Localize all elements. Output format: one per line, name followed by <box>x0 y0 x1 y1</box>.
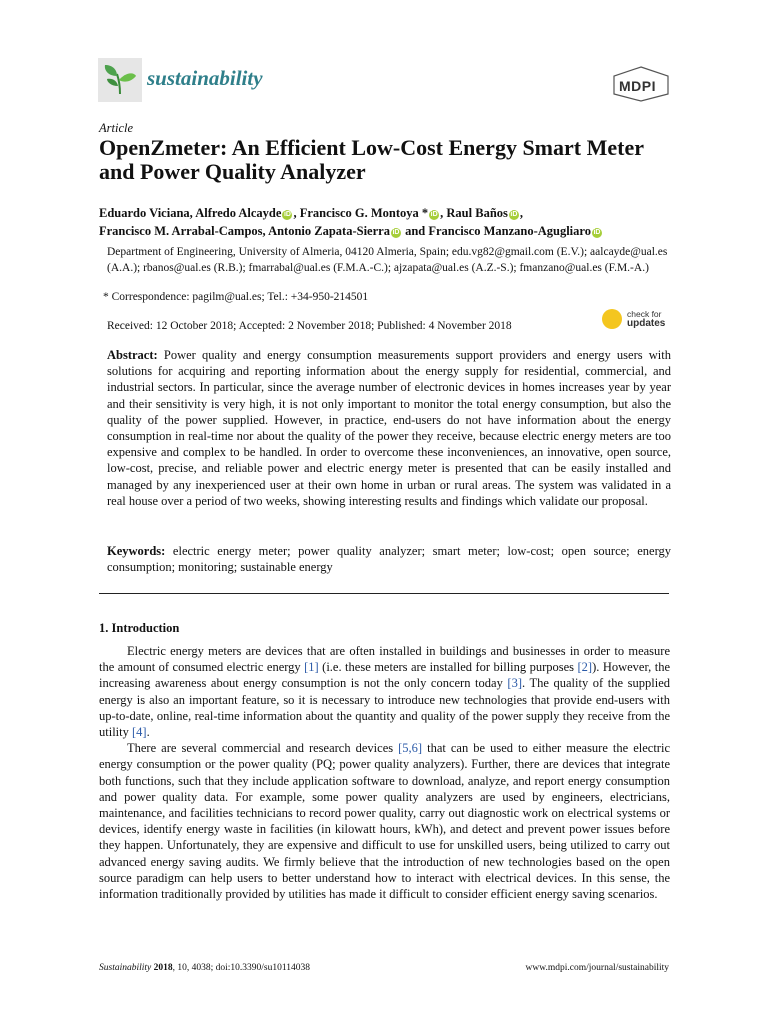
citation-link[interactable]: [5,6] <box>398 741 423 756</box>
affiliation: Department of Engineering, University of Almeria, 04120 Almeria, Spain; edu.vg82@gmail.com (E.V.); aalcayde@ual.es (A.A.); rbanos@ual.es (R.B.); fmarrabal@ual.es (F.M.A.-C.); ajzapata@ual.es (A.Z.-S.); fmanzano@ual.es (F.M.-A.) <box>107 246 668 274</box>
orcid-icon[interactable]: iD <box>430 211 438 218</box>
text-run: . <box>146 725 150 740</box>
check-updates-line1: check for <box>627 309 662 319</box>
citation-link[interactable]: [1] <box>304 660 319 675</box>
author-text: , <box>519 206 524 220</box>
abstract <box>107 347 671 509</box>
text-run: Electric energy meters are devices that are often installed in buildings and businesses in order to measure the amount of consumed electric energy <box>99 644 670 675</box>
author-text: Francisco M. Arrabal-Campos, Antonio Zapata-Sierra <box>99 223 390 238</box>
correspondence: * Correspondence: pagilm@ual.es; Tel.: +34-950-214501 <box>103 291 369 303</box>
section-heading: 1. Introduction <box>99 621 180 635</box>
text-run: ). However, the increasing awareness about energy consumption is not the only concern today <box>99 660 670 691</box>
paper-title: OpenZmeter: An Efficient Low-Cost Energy Smart Meter and Power Quality Analyzer <box>99 135 644 184</box>
journal-name: sustainability <box>147 66 263 90</box>
keywords-label: Keywords: <box>107 544 166 558</box>
mdpi-text: MDPI <box>619 78 656 94</box>
journal-logo <box>98 58 142 102</box>
paragraph <box>99 643 670 740</box>
author-text: , Francisco G. Montoya * <box>293 206 429 220</box>
footer-year: 2018 <box>151 963 173 973</box>
paragraph <box>99 740 670 902</box>
footer-url[interactable]: www.mdpi.com/journal/sustainability <box>525 963 669 973</box>
mdpi-logo <box>612 66 670 107</box>
footer-doi: , 10, 4038; doi:10.3390/su10114038 <box>172 963 311 973</box>
author-list <box>99 205 679 240</box>
text-run: There are several commercial and research devices <box>127 741 399 756</box>
orcid-icon[interactable]: iD <box>283 211 291 218</box>
keywords <box>107 543 671 575</box>
citation-link[interactable]: [4] <box>132 725 147 740</box>
article-type: Article <box>99 121 134 135</box>
footer-journal: Sustainability <box>99 963 152 973</box>
keywords-text: electric energy meter; power quality analyzer; smart meter; low-cost; open source; energy consumption; monitoring; sustainable energy <box>107 544 672 575</box>
body-text <box>99 643 670 902</box>
orcid-icon[interactable]: iD <box>593 228 601 236</box>
author-text: Eduardo Viciana, Alfredo Alcayde <box>99 206 282 220</box>
text-run: (i.e. these meters are installed for billing purposes <box>318 660 578 675</box>
author-text: and Francisco Manzano-Agugliaro <box>401 223 591 238</box>
check-updates-line2: updates <box>627 318 666 329</box>
author-text: , Raul Baños <box>440 206 508 220</box>
divider <box>99 593 669 594</box>
text-run: . The quality of the supplied energy is also an important feature, so it is necessary to introduce new technologies that provide end-users with up-to-date, online, real-time information about the quantity and quality of the power supply they receive from the utility <box>99 676 671 740</box>
orcid-icon[interactable]: iD <box>510 211 518 218</box>
leaf-icon <box>98 58 142 102</box>
publication-dates: Received: 12 October 2018; Accepted: 2 November 2018; Published: 4 November 2018 <box>107 320 512 332</box>
abstract-text: Power quality and energy consumption measurements support providers and energy users with solutions for acquiring and reporting information about the energy supply for residential, commercial, and industrial sectors. In particular, since the average number of electronic devices in homes increases year by year and their sensitivity is very high, it is not only important to monitor the total energy consumption, but also the quality of the power supplied. However, in practice, end-users do not have information about the energy consumption in real-time nor about the quality of the power they receive, because electric energy meters are too expensive and complex to be handled. In order to overcome these inconveniences, an innovative, open source, low-cost, precise, and reliable power and electric energy meter is presented that can be easily installed and managed by any inexperienced user at their own home in urban or rural areas. The system was validated in a real house over a period of two weeks, showing interesting results and findings which validate our proposal. <box>107 348 672 508</box>
orcid-icon[interactable]: iD <box>392 228 400 236</box>
footer-citation <box>99 963 310 973</box>
text-run: that can be used to either measure the electric energy consumption or the power quality (PQ; power quality analyzers). Further, there are devices that integrate both functions, such that they include application software to download, analyze, and report energy consumption and power quality data. For example, some power quality analyzers are used by engineers, electricians, maintenance, and facilities technicians to record power quality, carry out diagnostic work on electrical systems or devices, identify energy waste in facilities (in kilowatt hours, kWh), and detect and prevent power issues before they happen. Unfortunately, they are expensive and difficult to use for unskilled users, being utilized to carry out advanced energy saving audits. We firmly believe that the introduction of new technologies based on the open source paradigm can help users to better understand how to interact with electrical devices. In this sense, the information traditionally provided by utilities has made it difficult to consider efficient energy saving scenarios. <box>99 741 670 902</box>
check-updates-icon <box>602 309 622 329</box>
citation-link[interactable]: [3] <box>507 676 522 691</box>
abstract-label: Abstract: <box>107 348 158 362</box>
citation-link[interactable]: [2] <box>577 660 593 675</box>
